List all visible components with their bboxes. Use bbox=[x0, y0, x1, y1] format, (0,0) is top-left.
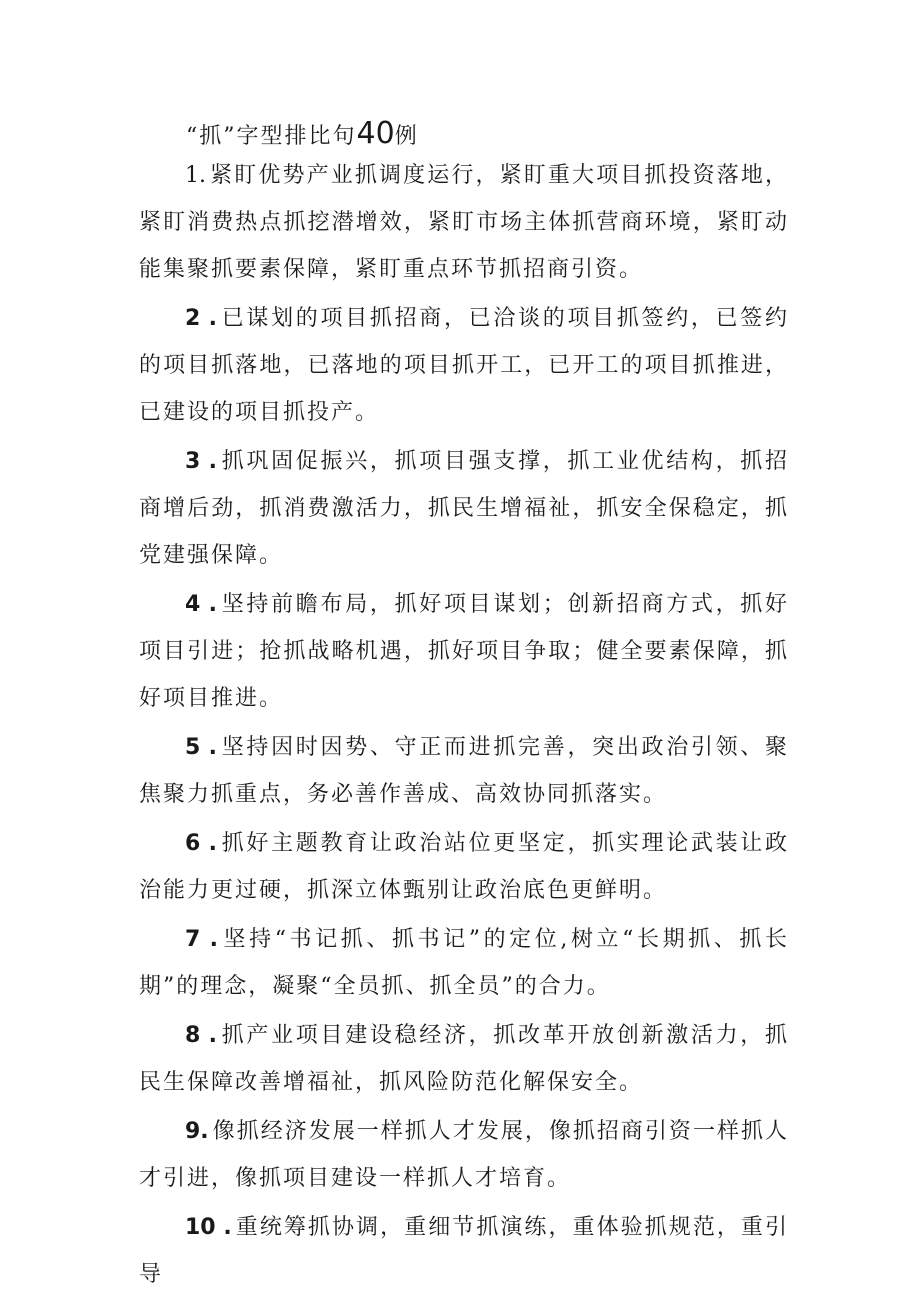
item-text: 紧盯优势产业抓调度运行，紧盯重大项目抓投资落地，紧盯消费热点抓挖潜增效，紧盯市场主体抓营商环境，紧盯动能集聚抓要素保障，紧盯重点环节抓招商引资。 bbox=[139, 163, 789, 282]
item-number: 10 . bbox=[185, 1215, 232, 1240]
list-item bbox=[139, 820, 789, 914]
item-text: 坚持因时因势、守正而进抓完善，突出政治引领、聚焦聚力抓重点，务必善作善成、高效协同抓落实。 bbox=[139, 735, 789, 807]
item-list bbox=[139, 152, 789, 1300]
title-suffix: 例 bbox=[394, 124, 419, 149]
list-item bbox=[139, 152, 789, 293]
item-text: 抓好主题教育让政治站位更坚定，抓实理论武装让政治能力更过硬，抓深立体甄别让政治底色更鲜明。 bbox=[139, 831, 789, 903]
list-item bbox=[139, 581, 789, 722]
item-text: 抓巩固促振兴，抓项目强支撑，抓工业优结构，抓招商增后劲，抓消费激活力，抓民生增福祉，抓安全保稳定，抓党建强保障。 bbox=[139, 449, 789, 568]
title-number: 40 bbox=[356, 116, 395, 151]
list-item bbox=[139, 724, 789, 818]
item-number: 9. bbox=[185, 1119, 209, 1144]
item-number: 8 . bbox=[185, 1023, 218, 1048]
document-title bbox=[186, 114, 419, 157]
item-number: 5 . bbox=[185, 735, 218, 760]
list-item bbox=[139, 438, 789, 579]
item-text: 像抓经济发展一样抓人才发展，像抓招商引资一样抓人才引进，像抓项目建设一样抓人才培育。 bbox=[139, 1119, 789, 1191]
title-prefix: “抓”字型排比句 bbox=[186, 124, 357, 149]
list-item bbox=[139, 1012, 789, 1106]
list-item bbox=[139, 1204, 789, 1298]
item-text: 已谋划的项目抓招商，已洽谈的项目抓签约，已签约的项目抓落地，已落地的项目抓开工，已开工的项目抓推进，已建设的项目抓投产。 bbox=[139, 306, 789, 425]
list-item bbox=[139, 1108, 789, 1202]
list-item bbox=[139, 916, 789, 1010]
item-text: 坚持前瞻布局，抓好项目谋划；创新招商方式，抓好项目引进；抢抓战略机遇，抓好项目争取；健全要素保障，抓好项目推进。 bbox=[139, 592, 789, 711]
item-text: 坚持“书记抓、抓书记”的定位,树立“长期抓、抓长期”的理念，凝聚“全员抓、抓全员”的合力。 bbox=[139, 927, 789, 999]
item-text: 抓产业项目建设稳经济，抓改革开放创新激活力，抓民生保障改善增福祉，抓风险防范化解保安全。 bbox=[139, 1023, 789, 1095]
list-item bbox=[139, 295, 789, 436]
item-number: 3 . bbox=[185, 449, 218, 474]
item-text: 重统筹抓协调，重细节抓演练，重体验抓规范，重引导 bbox=[139, 1215, 789, 1287]
item-number: 7 . bbox=[185, 927, 218, 952]
item-number: 2 . bbox=[185, 306, 218, 331]
item-number: 4 . bbox=[185, 592, 218, 617]
item-number: 6 . bbox=[185, 831, 218, 856]
item-number: 1. bbox=[185, 163, 206, 188]
